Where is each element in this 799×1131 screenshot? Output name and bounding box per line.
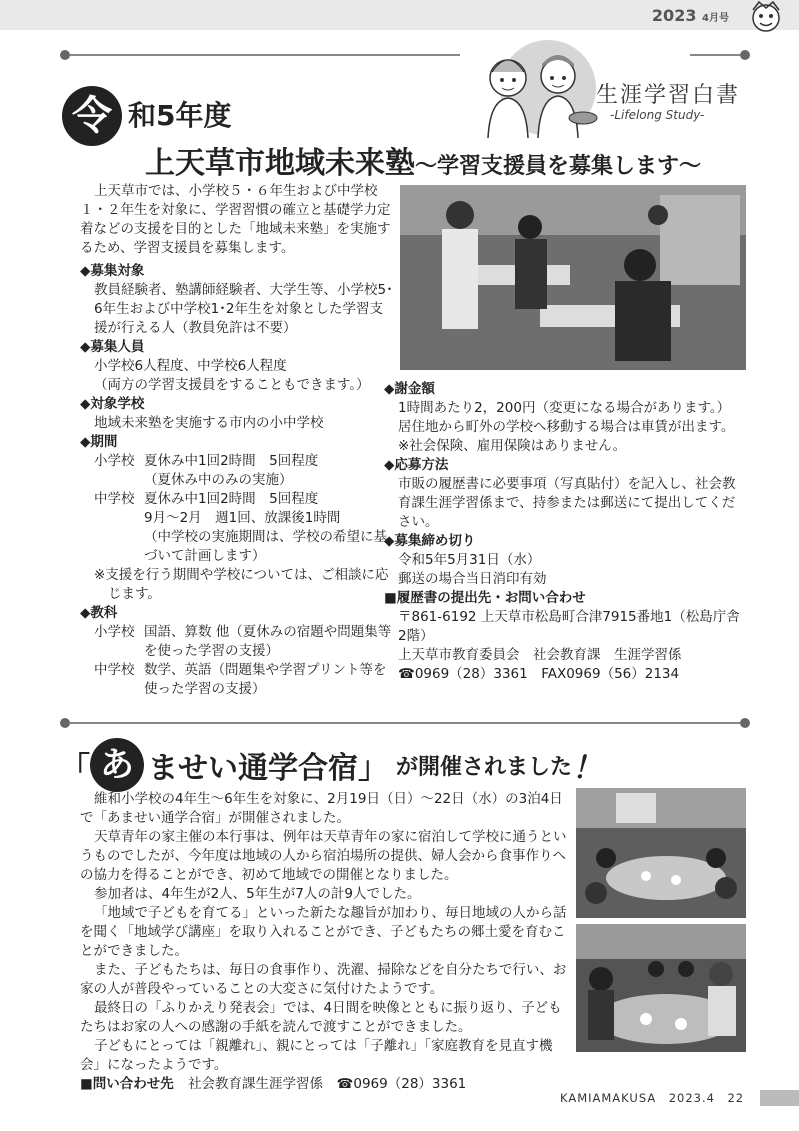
section-target-schools	[80, 395, 396, 433]
seniors-illustration-icon	[458, 38, 608, 138]
article1-title-line1: 和5年度	[128, 99, 232, 132]
section-heading: ◆募集締め切り	[384, 533, 476, 549]
article2-paragraph: 参加者は、4年生が2人、5年生が7人の計9人でした。	[94, 886, 421, 902]
section-recruit-number	[80, 338, 396, 395]
title-exclaim: ！	[572, 751, 603, 786]
article2-paragraph: 子どもにとっては「親離れ」、親にとっては「子離れ」「家庭教育を見直す機会」になったようです。	[80, 1038, 553, 1073]
article2-paragraph: 天草青年の家主催の本行事は、例年は天草青年の家に宿泊して学校に通うというものでしたが、今年度は地域の人から宿泊場所の提供、婦人会から食事作りへの協力を得ることができ、初めて地域での開催となりました。	[80, 829, 567, 883]
footer-bar	[760, 1090, 799, 1106]
issue-month: 4月号	[702, 13, 729, 24]
section-contact	[384, 589, 746, 684]
series-subtitle: -Lifelong Study-	[610, 108, 705, 122]
mascot-icon	[741, 0, 791, 40]
row-text: 9月～2月 週1回、放課後1時間	[144, 510, 341, 526]
article1-right-column	[384, 380, 746, 684]
row-text: 国語、算数 他（夏休みの宿題や問題集等を使った学習の支援）	[144, 624, 392, 659]
section-text: 教員経験者、塾講師経験者、大学生等、小学校5･6年生および中学校1･2年生を対象とした学習支援が行える人（教員免許は不要）	[94, 282, 393, 336]
row-label: 小学校	[94, 624, 135, 640]
camp-cooking-photo	[576, 924, 746, 1052]
subject-row	[80, 661, 396, 699]
section-heading: ◆期間	[80, 434, 118, 450]
section-text: ※社会保険、雇用保険はありません。	[398, 438, 627, 454]
section-heading: ◆謝金額	[384, 381, 435, 397]
title-bracket-open: 「	[60, 751, 90, 786]
section-period	[80, 433, 396, 604]
contact-heading: ■問い合わせ先	[80, 1076, 174, 1092]
classroom-photo-icon	[400, 185, 746, 370]
section-text: 上天草市教育委員会 社会教育課 生涯学習係	[398, 647, 682, 663]
row-text: 夏休み中1回2時間 5回程度	[144, 453, 319, 469]
section-text: 地域未来塾を実施する市内の小中学校	[94, 415, 324, 431]
row-label: 中学校	[94, 491, 135, 507]
article2-paragraph: 最終日の「ふりかえり発表会」では、4日間を映像とともに振り返り、子どもたちはお家の人への感謝の手紙を読んで渡すことができました。	[80, 1000, 562, 1035]
section-heading: ◆対象学校	[80, 396, 145, 412]
article2-paragraph: また、子どもたちは、毎日の食事作り、洗濯、掃除などを自分たちで行い、お家の人が普段やっていることの大変さに気付けたようです。	[80, 962, 567, 997]
article2-title-sub: が開催されました	[396, 754, 573, 780]
section-text: 〒861-6192 上天草市松島町合津7915番地1（松島庁舎2階）	[398, 609, 740, 644]
section-text: 郵送の場合当日消印有効	[398, 571, 547, 587]
article2-title	[60, 738, 602, 792]
subject-row	[80, 623, 396, 661]
row-label: 小学校	[94, 453, 135, 469]
title-initial-badge: 令	[62, 86, 122, 146]
section-text: （両方の学習支援員をすることもできます。）	[94, 377, 370, 393]
top-rule	[70, 54, 460, 56]
series-title: 生涯学習白書	[596, 83, 741, 108]
article2-body	[80, 790, 568, 1094]
section-recruit-target	[80, 262, 396, 338]
section-text: 居住地から町外の学校へ移動する場合は車賃が出ます。	[398, 419, 735, 435]
period-row	[80, 452, 396, 490]
section-text: ☎0969（28）3361 FAX0969（56）2134	[398, 666, 680, 682]
footer-text: KAMIAMAKUSA 2023.4 22	[560, 1091, 745, 1105]
contact-text: 社会教育課生涯学習係 ☎0969（28）3361	[188, 1076, 467, 1092]
issue-date	[652, 6, 729, 25]
article2-paragraph: 維和小学校の4年生～6年生を対象に、2月19日（日）～22日（水）の3泊4日で「あませい通学合宿」が開催されました。	[80, 791, 563, 826]
section-fee	[384, 380, 746, 456]
rule-dot-left-2	[60, 718, 70, 728]
rule-dot-left	[60, 50, 70, 60]
issue-year: 2023	[651, 6, 697, 25]
section-heading: ◆教科	[80, 605, 118, 621]
cooking-photo-icon	[576, 924, 746, 1052]
section-deadline	[384, 532, 746, 589]
section-heading: ◆募集対象	[80, 263, 145, 279]
section-heading: ■履歴書の提出先・お問い合わせ	[384, 590, 586, 606]
row-text: （夏休み中のみの実施）	[144, 472, 293, 488]
section-text: 小学校6人程度、中学校6人程度	[94, 358, 287, 374]
article1-intro: 上天草市では、小学校５・６年生および中学校１・２年生を対象に、学習習慣の確立と基礎学力定着などの支援を目的とした「地域未来塾」を実施するため、学習支援員を募集します。	[80, 183, 391, 256]
meal-photo-icon	[576, 788, 746, 918]
mid-rule	[70, 722, 740, 724]
title-initial-badge-2: あ	[90, 738, 144, 792]
period-row	[80, 490, 396, 566]
title-bracket-close: 」	[358, 751, 388, 786]
top-rule-right	[690, 54, 740, 56]
article1-left-column	[80, 262, 396, 699]
section-heading: ◆募集人員	[80, 339, 145, 355]
section-subjects	[80, 604, 396, 699]
article2-contact	[80, 1075, 568, 1094]
camp-meal-photo	[576, 788, 746, 918]
rule-dot-right	[740, 50, 750, 60]
section-heading: ◆応募方法	[384, 457, 449, 473]
article1-title-sub: ～学習支援員を募集します～	[415, 154, 702, 179]
tutoring-photo	[400, 185, 746, 370]
article1-title-line2	[145, 138, 701, 182]
section-apply	[384, 456, 746, 532]
row-text: （中学校の実施期間は、学校の希望に基づいて計画します）	[144, 529, 387, 564]
section-text: 1時間あたり2，200円（変更になる場合があります。）	[398, 400, 731, 416]
row-label: 中学校	[94, 662, 135, 678]
article2-paragraph: 「地域で子どもを育てる」といった新たな趣旨が加わり、毎日地域の人から話を聞く「地域学び講座」を取り入れることができ、子どもたちの郷土愛を育むことができました。	[80, 905, 567, 959]
row-text: 数学、英語（問題集や学習プリント等を使った学習の支援）	[144, 662, 387, 697]
section-text: 市販の履歴書に必要事項（写真貼付）を記入し、社会教育課生涯学習係まで、持参または郵送にて提出してください。	[398, 476, 736, 530]
section-text: 令和5年5月31日（水）	[398, 552, 541, 568]
article1-title-main: 上天草市地域未来塾	[145, 146, 415, 181]
period-note: ※支援を行う期間や学校については、ご相談に応じます。	[94, 567, 389, 602]
article2-title-main: ませい通学合宿	[148, 751, 358, 786]
rule-dot-right-2	[740, 718, 750, 728]
row-text: 夏休み中1回2時間 5回程度	[144, 491, 319, 507]
